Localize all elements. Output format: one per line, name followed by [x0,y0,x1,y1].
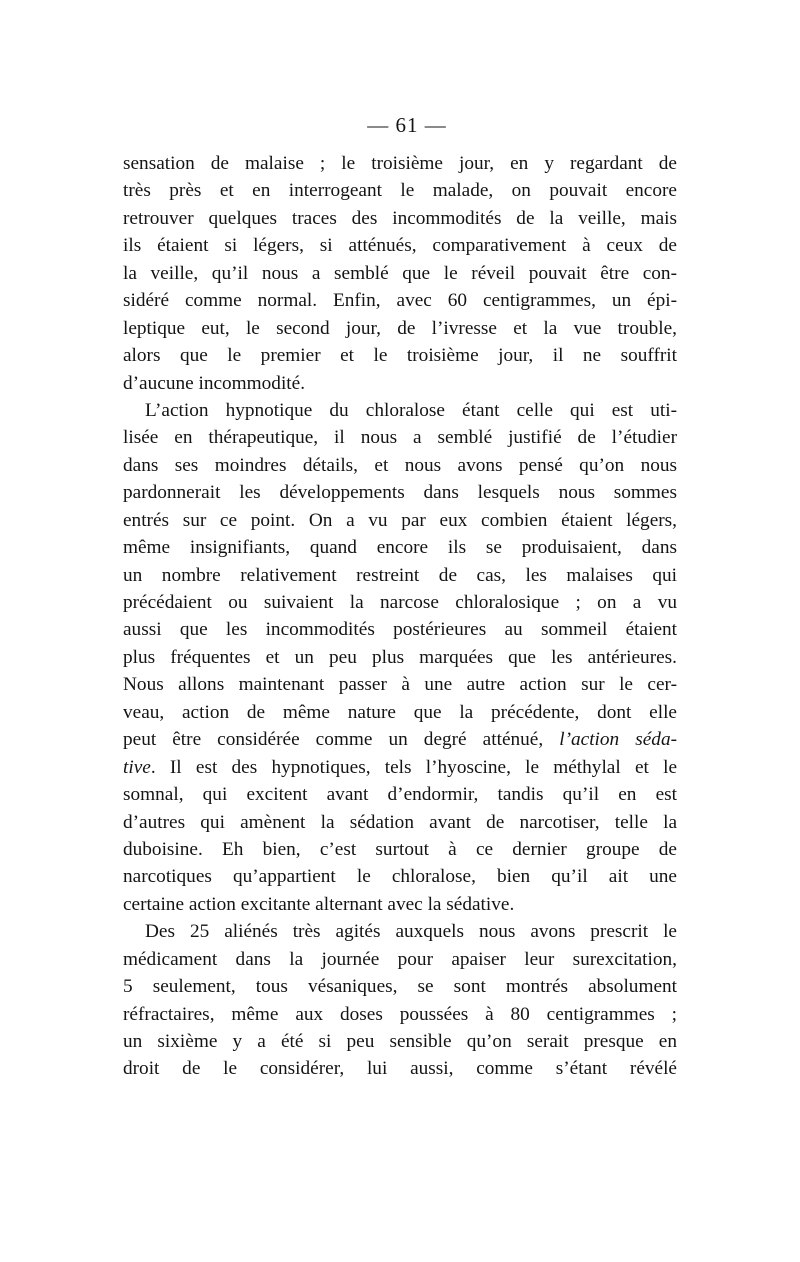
text-line: peut être considérée comme un degré atténué, l’action séda- [123,729,678,751]
text-line: leptique eut, le second jour, de l’ivresse et la vue trouble, [123,317,677,339]
text-line: narcotiques qu’appartient le chloralose, bien qu’il ait une [123,866,677,888]
text-line: entrés sur ce point. On a vu par eux combien étaient légers, [123,509,677,531]
paragraph-3 [123,918,677,1083]
text-line: très près et en interrogeant le malade, on pouvait encore [123,180,677,202]
text-line: lisée en thérapeutique, il nous a semblé justifié de l’étudier [123,427,677,449]
text-line: d’aucune incommodité. [123,372,306,394]
text-line: sensation de malaise ; le troisième jour, en y regardant de [123,153,677,174]
text-line: un nombre relativement restreint de cas, les malaises qui [123,564,677,586]
paragraph-1 [123,150,677,397]
document-page [123,112,677,1083]
text-line: plus fréquentes et un peu plus marquées que les antérieures. [123,646,677,668]
body-text [123,150,677,1083]
text-line: Nous allons maintenant passer à une autre action sur le cer- [123,674,677,696]
text-line: tive. Il est des hypnotiques, tels l’hyoscine, le méthylal et le [123,756,677,778]
text-line: duboisine. Eh bien, c’est surtout à ce dernier groupe de [123,838,677,860]
page-number: — 61 — [367,113,447,137]
text-line: L’action hypnotique du chloralose étant celle qui est uti- [145,399,677,421]
text-line: droit de le considérer, lui aussi, comme s’étant révélé [123,1058,677,1080]
paragraph-2 [123,397,677,918]
text-line: même insignifiants, quand encore ils se produisaient, dans [123,537,677,559]
text-line: d’autres qui amènent la sédation avant de narcotiser, telle la [123,811,677,833]
text-line: dans ses moindres détails, et nous avons pensé qu’on nous [123,454,677,476]
text-line: somnal, qui excitent avant d’endormir, tandis qu’il en est [123,784,677,806]
text-line: certaine action excitante alternant avec la sédative. [123,893,515,915]
text-line: médicament dans la journée pour apaiser leur surexcitation, [123,948,677,970]
text-line: réfractaires, même aux doses poussées à 80 centigrammes ; [123,1003,677,1025]
text-line: aussi que les incommodités postérieures au sommeil étaient [123,619,677,641]
text-line: ils étaient si légers, si atténués, comparativement à ceux de [123,235,677,257]
text-line: 5 seulement, tous vésaniques, se sont montrés absolument [123,976,677,998]
text-line: pardonnerait les développements dans lesquels nous sommes [123,482,677,504]
text-line: Des 25 aliénés très agités auxquels nous avons prescrit le [145,921,677,943]
text-line: veau, action de même nature que la précédente, dont elle [123,701,677,723]
text-line: retrouver quelques traces des incommodités de la veille, mais [123,207,677,229]
text-line: un sixième y a été si peu sensible qu’on serait presque en [123,1031,677,1052]
text-line: la veille, qu’il nous a semblé que le réveil pouvait être con- [123,262,677,284]
text-line: sidéré comme normal. Enfin, avec 60 centigrammes, un épi- [123,290,677,312]
text-line: précédaient ou suivaient la narcose chloralosique ; on a vu [123,592,677,613]
text-line: alors que le premier et le troisième jour, il ne souffrit [123,345,677,367]
